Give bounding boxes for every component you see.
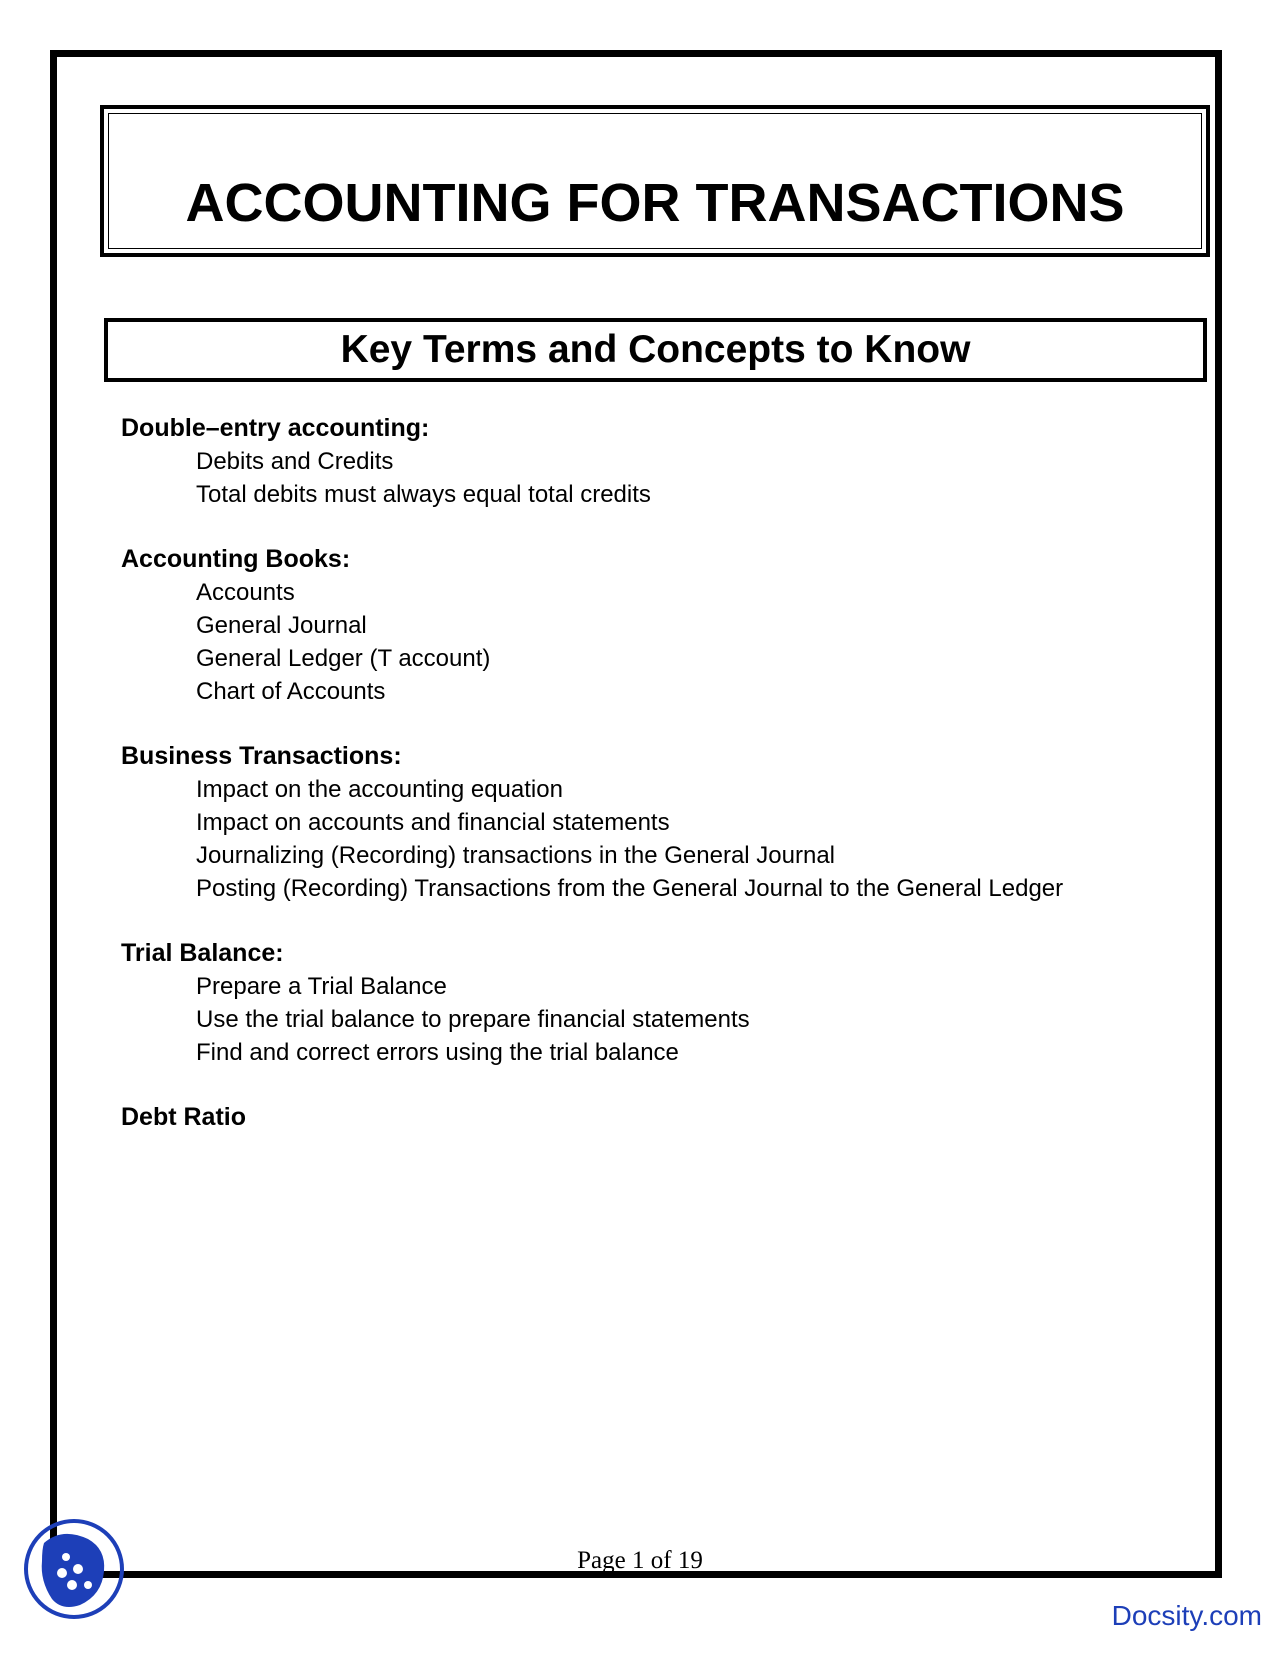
list-item: Find and correct errors using the trial balance bbox=[196, 1039, 679, 1066]
title-box bbox=[100, 105, 1210, 257]
docsity-logo-icon bbox=[22, 1515, 130, 1623]
list-item: Accounts bbox=[196, 579, 295, 606]
section-business-transactions bbox=[121, 740, 1201, 905]
section-heading: Accounting Books: bbox=[121, 545, 351, 573]
section-items bbox=[121, 970, 1201, 1069]
list-item: Debits and Credits bbox=[196, 448, 394, 475]
section-items bbox=[121, 576, 1201, 708]
page-number: Page 1 of 19 bbox=[577, 1547, 703, 1574]
list-item: General Ledger (T account) bbox=[196, 645, 491, 672]
list-item: Total debits must always equal total credits bbox=[196, 481, 651, 508]
list-item: Use the trial balance to prepare financial statements bbox=[196, 1006, 750, 1033]
list-item: Prepare a Trial Balance bbox=[196, 973, 447, 1000]
list-item: Chart of Accounts bbox=[196, 678, 386, 705]
document-title: ACCOUNTING FOR TRANSACTIONS bbox=[185, 173, 1125, 233]
section-accounting-books bbox=[121, 543, 1201, 708]
section-subtitle: Key Terms and Concepts to Know bbox=[340, 328, 971, 371]
list-item: General Journal bbox=[196, 612, 367, 639]
section-heading: Debt Ratio bbox=[121, 1103, 246, 1131]
subtitle-box bbox=[104, 318, 1207, 382]
title-box-inner bbox=[108, 113, 1202, 249]
list-item: Impact on accounts and financial statements bbox=[196, 809, 670, 836]
section-items bbox=[121, 445, 1201, 511]
list-item: Posting (Recording) Transactions from the General Journal to the General Ledger bbox=[196, 875, 1064, 902]
section-heading: Business Transactions: bbox=[121, 742, 402, 770]
key-terms-list bbox=[121, 412, 1201, 1166]
section-heading: Trial Balance: bbox=[121, 939, 284, 967]
section-items bbox=[121, 773, 1201, 905]
list-item: Impact on the accounting equation bbox=[196, 776, 563, 803]
docsity-brand-link[interactable]: Docsity.com bbox=[1111, 1600, 1262, 1631]
section-debt-ratio bbox=[121, 1101, 1201, 1134]
section-heading: Double–entry accounting: bbox=[121, 414, 430, 442]
list-item: Journalizing (Recording) transactions in the General Journal bbox=[196, 842, 835, 869]
section-double-entry bbox=[121, 412, 1201, 511]
section-trial-balance bbox=[121, 937, 1201, 1069]
